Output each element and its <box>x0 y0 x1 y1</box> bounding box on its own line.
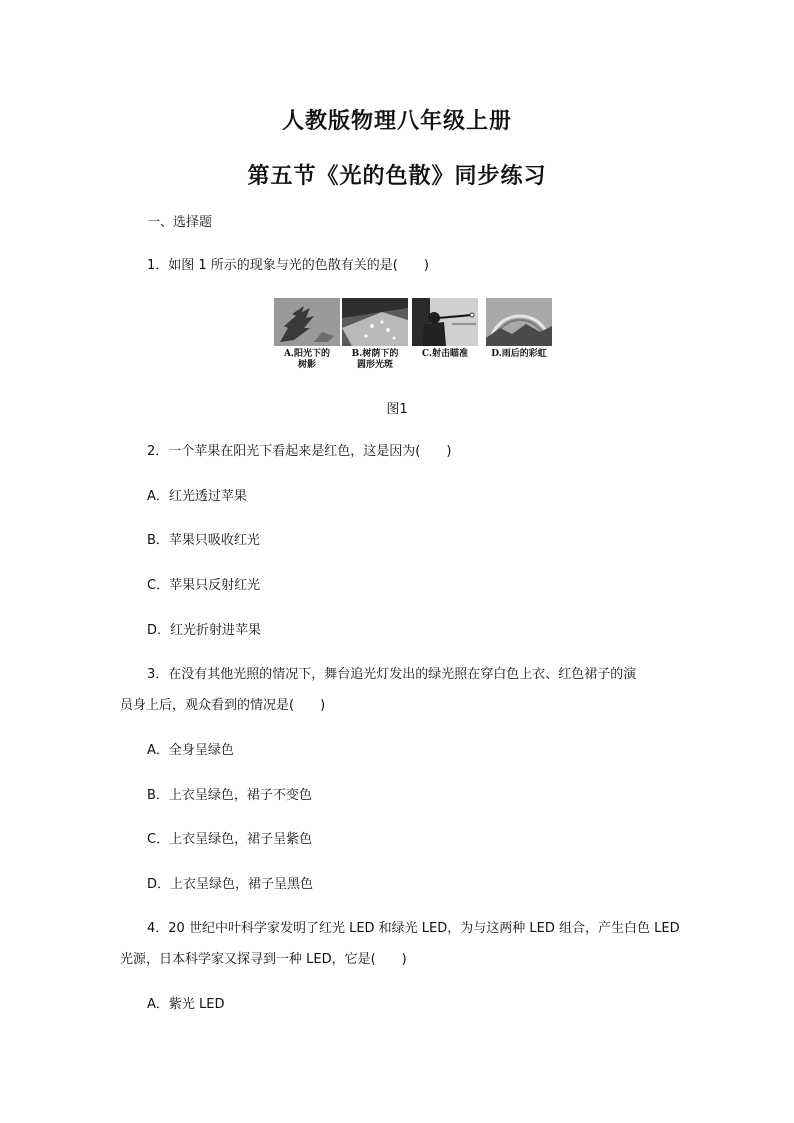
rainbow-image <box>486 298 552 346</box>
caption-a-line-2: 树影 <box>297 360 316 370</box>
question-3-stem-line-1: 3．在没有其他光照的情况下，舞台追光灯发出的绿光照在穿白色上衣、红色裙子的演 <box>147 667 637 682</box>
question-4-stem-line-1: 4．20 世纪中叶科学家发明了红光 LED 和绿光 LED，为与这两种 LED 组合，产生白色 LED <box>147 921 680 936</box>
question-4-option-a: A．紫光 LED <box>147 997 225 1012</box>
document-subtitle: 第五节《光的色散》同步练习 <box>247 163 547 189</box>
question-2-stem: 2．一个苹果在阳光下看起来是红色，这是因为( ) <box>147 444 452 459</box>
question-3-option-a: A．全身呈绿色 <box>147 743 234 758</box>
figure-caption-d <box>480 349 558 360</box>
caption-c-line-1: C.射击瞄准 <box>421 349 469 359</box>
question-3-stem-line-2: 员身上后，观众看到的情况是( ) <box>120 698 326 713</box>
question-4-stem-line-2: 光源，日本科学家又探寻到一种 LED，它是( ) <box>120 952 407 967</box>
figure-caption-a <box>268 349 346 371</box>
question-2-option-b: B．苹果只吸收红光 <box>147 533 260 548</box>
question-3-option-c: C．上衣呈绿色，裙子呈紫色 <box>147 832 313 847</box>
figure-label: 图1 <box>386 402 408 417</box>
document-title: 人教版物理八年级上册 <box>281 108 512 134</box>
caption-b-line-1: B.树荫下的 <box>351 349 399 359</box>
caption-d-line-1: D.雨后的彩虹 <box>491 349 547 359</box>
light-spots-image <box>342 298 408 346</box>
figure-1 <box>272 298 562 378</box>
question-1-stem: 1．如图 1 所示的现象与光的色散有关的是( ) <box>147 258 429 273</box>
section-heading: 一、选择题 <box>147 215 213 230</box>
caption-b-line-2: 圆形光斑 <box>356 360 393 370</box>
question-3-option-b: B．上衣呈绿色，裙子不变色 <box>147 788 312 803</box>
figure-caption-c <box>406 349 484 360</box>
question-2-option-a: A．红光透过苹果 <box>147 489 247 504</box>
caption-a-line-1: A.阳光下的 <box>283 349 331 359</box>
question-2-option-c: C．苹果只反射红光 <box>147 578 261 593</box>
aiming-image <box>412 298 478 346</box>
question-3-option-d: D．上衣呈绿色，裙子呈黑色 <box>147 877 314 892</box>
figure-caption-b <box>336 349 414 371</box>
tree-shadow-image <box>274 298 340 346</box>
question-2-option-d: D．红光折射进苹果 <box>147 623 262 638</box>
